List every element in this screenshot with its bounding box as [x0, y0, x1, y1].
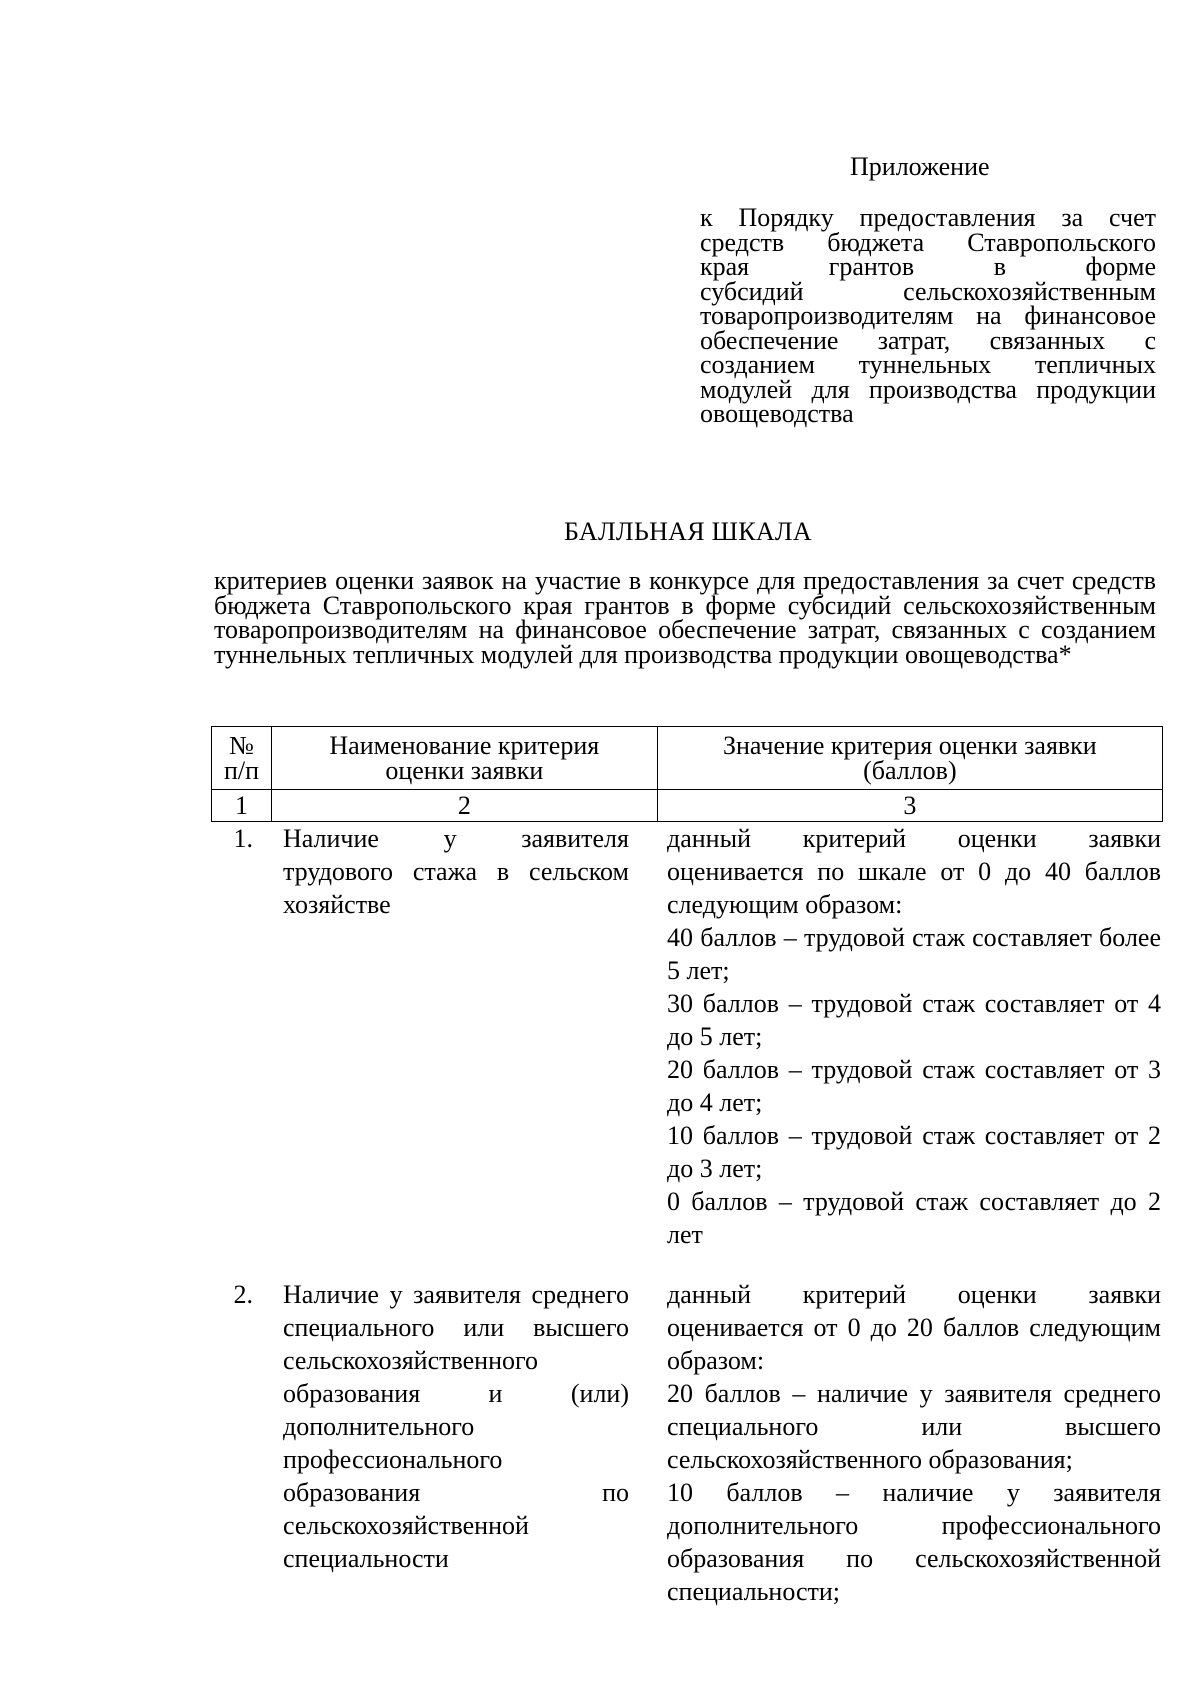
value-line: 20 баллов – наличие у заявителя среднего специального или высшего сельскохозяйственного образования;: [667, 1379, 1161, 1474]
value-line: 30 баллов – трудовой стаж составляет от 4 до 5 лет;: [667, 989, 1161, 1051]
row-number: 1.: [233, 824, 253, 853]
appendix-line: модулей для производства продукции: [700, 374, 1156, 404]
header-criterion-name: Наименование критерия оценки заявки: [271, 727, 657, 790]
value-line: 20 баллов – трудовой стаж составляет от 3 до 4 лет;: [667, 1055, 1161, 1117]
appendix-line: товаропроизводителям на финансовое: [700, 301, 1156, 330]
row-criterion: Наличие у заявителя трудового стажа в сельском хозяйстве: [283, 824, 629, 919]
appendix-line: края грантов в форме: [700, 252, 1156, 281]
criteria-table-header: [211, 726, 1163, 822]
row-values: [667, 822, 1161, 1251]
appendix-line: созданием туннельных тепличных: [700, 350, 1156, 379]
document-subtitle: критериев оценки заявок на участие в конкурсе для предоставления за счет средств бюджета Ставропольского края грантов в форме субсидий сельскохозяйственным товаропроизводителям на финансовое обеспечение затрат, связанных с созданием туннельных тепличных модулей для производства продукции овощеводства*: [214, 566, 1156, 669]
value-line: 40 баллов – трудовой стаж составляет более 5 лет;: [667, 923, 1161, 985]
appendix-reference: [700, 203, 1156, 428]
header-num: № п/п: [212, 727, 272, 790]
value-line: данный критерий оценки заявки оценивается по шкале от 0 до 40 баллов следующим образом:: [667, 824, 1161, 919]
column-number: 2: [271, 790, 657, 822]
row-values: [667, 1278, 1161, 1608]
appendix-line: к Порядку предоставления за счет: [700, 203, 1156, 232]
value-line: 0 баллов – трудовой стаж составляет до 2 лет: [667, 1187, 1161, 1249]
value-line: 10 баллов – наличие у заявителя дополнительного профессионального образования по сельскохозяйственной специальности;: [667, 1478, 1161, 1606]
appendix-line: субсидий сельскохозяйственным: [700, 276, 1156, 306]
row-number: 2.: [233, 1280, 253, 1309]
value-line: данный критерий оценки заявки оценивается от 0 до 20 баллов следующим образом:: [667, 1280, 1161, 1375]
header-criterion-value: Значение критерия оценки заявки (баллов): [657, 727, 1162, 790]
value-line: 10 баллов – трудовой стаж составляет от 2 до 3 лет;: [667, 1121, 1161, 1183]
column-number: 3: [657, 790, 1162, 822]
appendix-line: средств бюджета Ставропольского: [700, 227, 1156, 257]
appendix-title: Приложение: [850, 152, 990, 181]
appendix-line: обеспечение затрат, связанных с: [700, 325, 1156, 355]
appendix-line: овощеводства: [700, 399, 854, 428]
column-number: 1: [212, 790, 272, 822]
document-title: БАЛЛЬНАЯ ШКАЛА: [564, 517, 812, 546]
row-criterion: Наличие у заявителя среднего специального или высшего сельскохозяйственного образования и (или) дополнительного профессионального образования по сельскохозяйственной специальности: [283, 1280, 629, 1573]
